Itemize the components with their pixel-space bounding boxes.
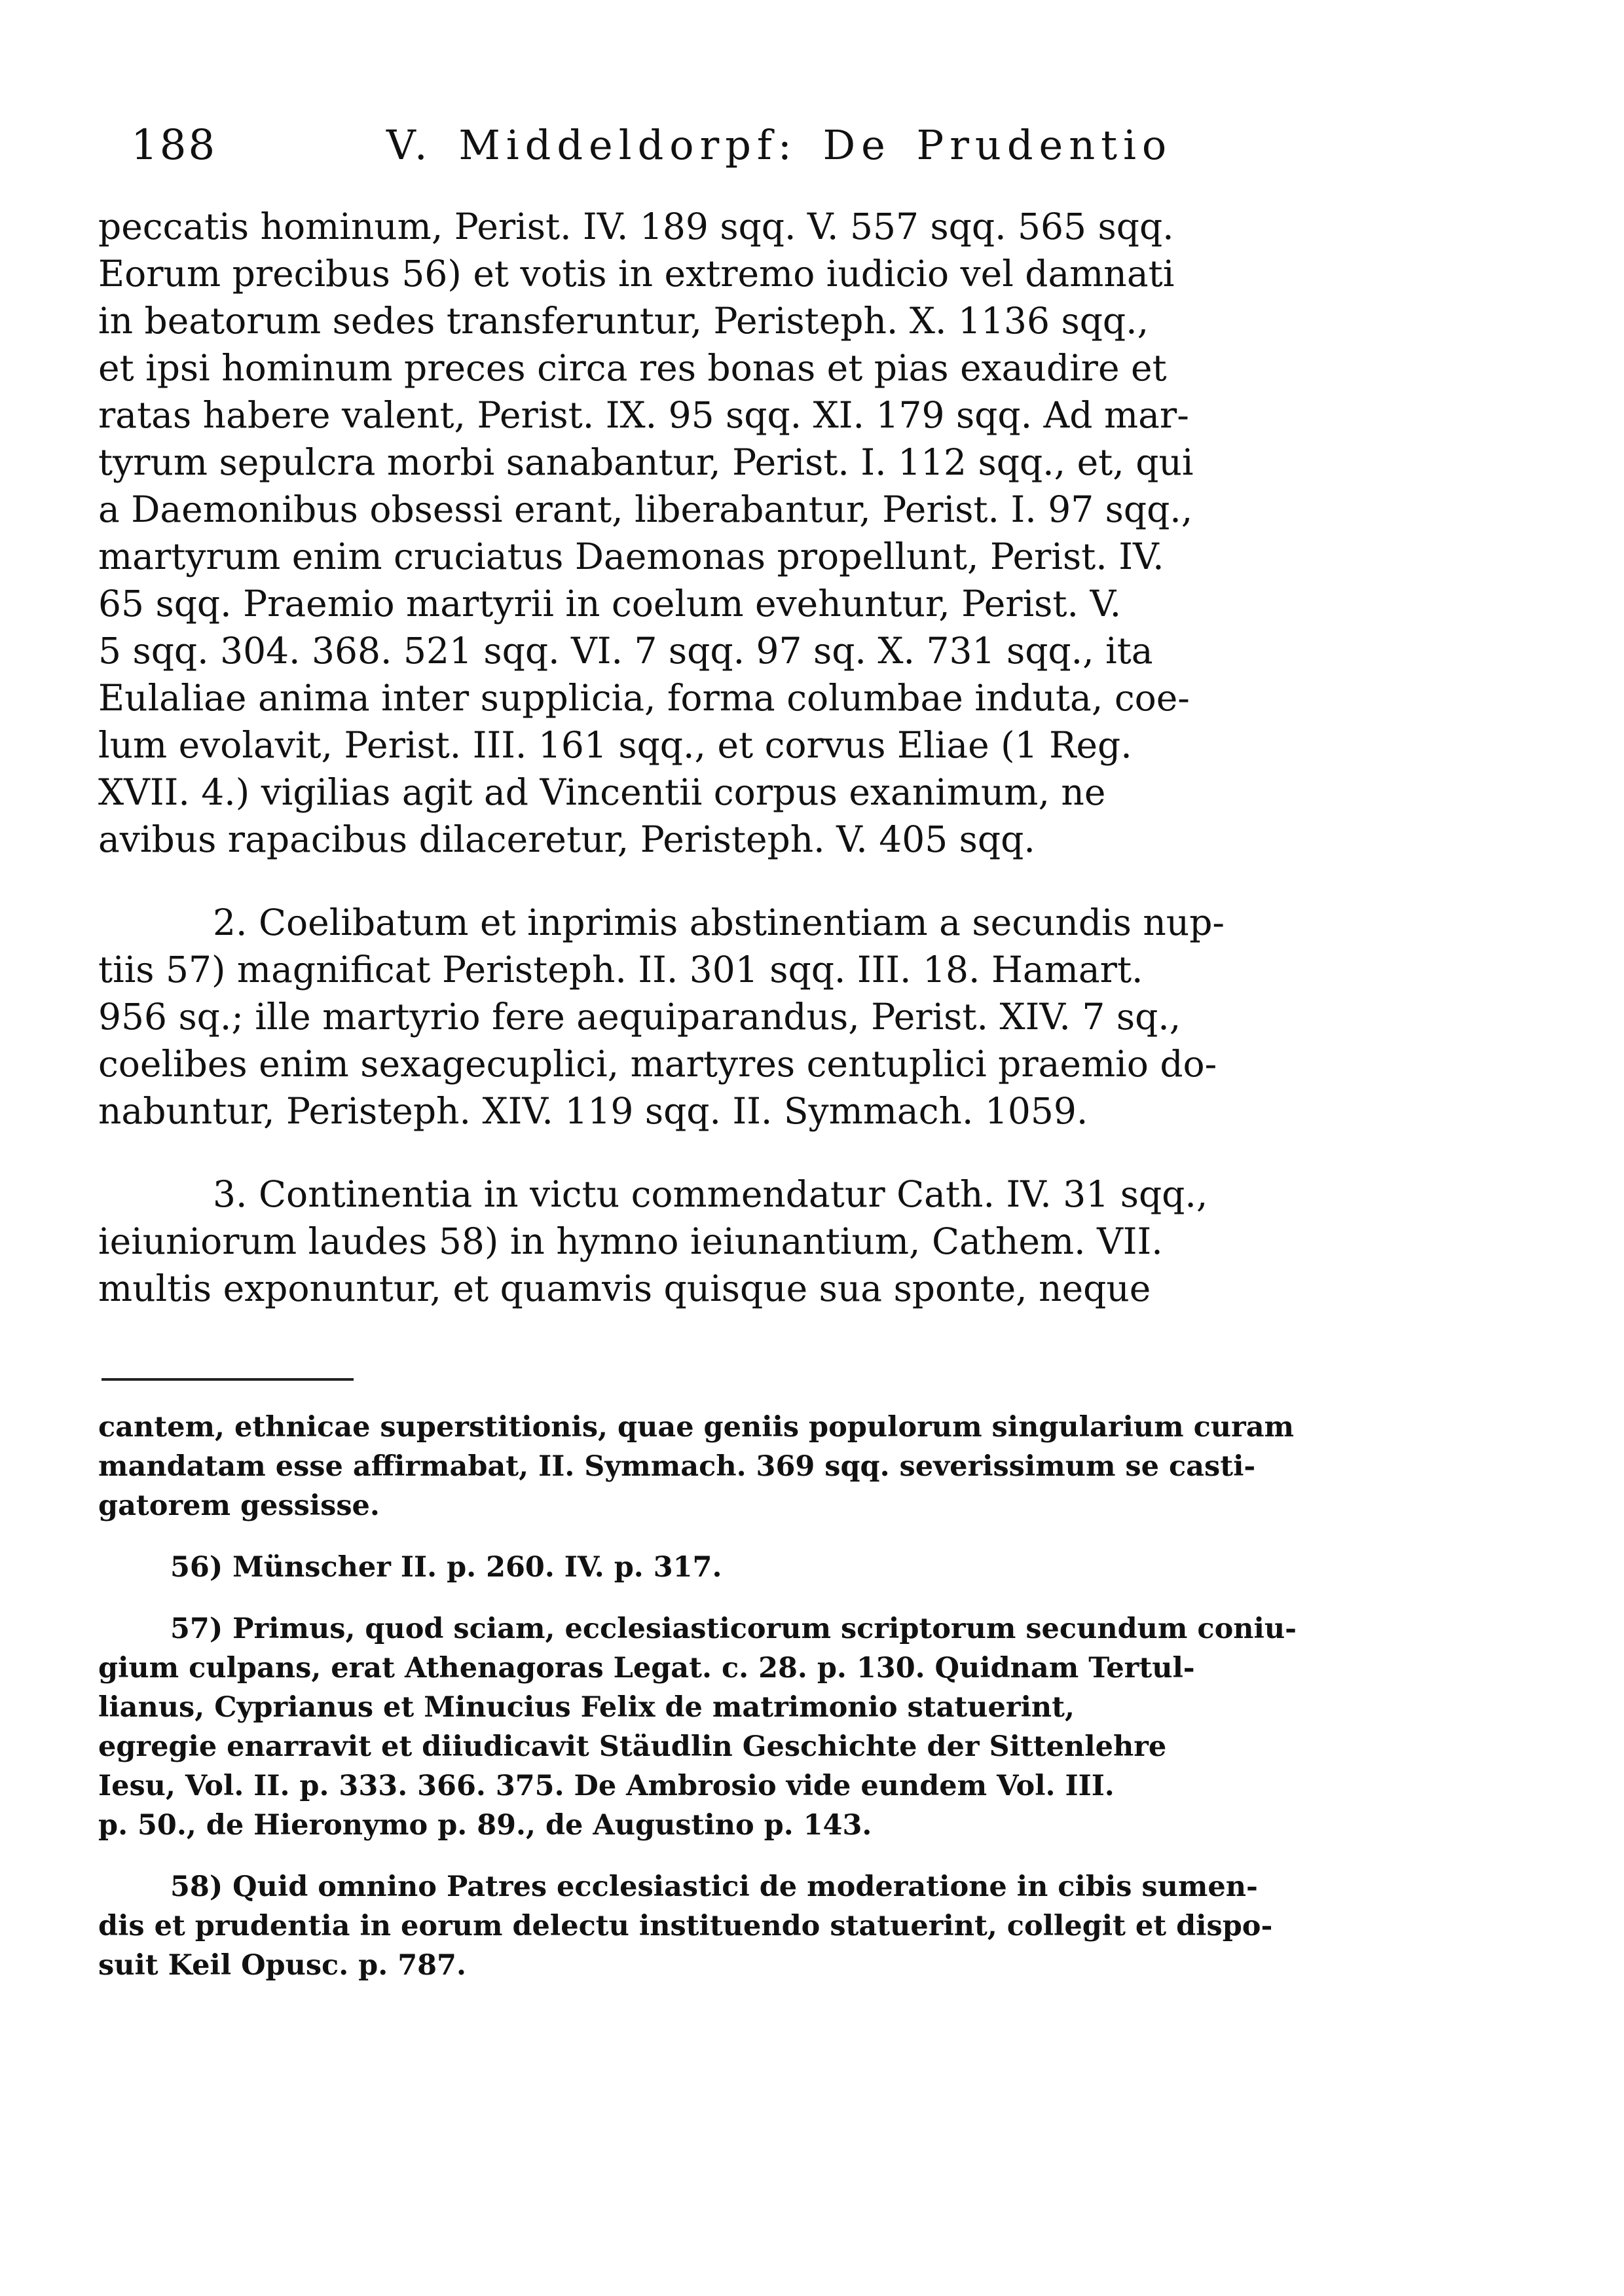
paragraph-gap (98, 1135, 1506, 1171)
text-line: tiis 57) magnificat Peristeph. II. 301 sqq. III. 18. Hamart. (98, 949, 1143, 991)
text-line: avibus rapacibus dilaceretur, Peristeph. V. 405 sqq. (98, 818, 1035, 860)
text-line: 5 sqq. 304. 368. 521 sqq. VI. 7 sqq. 97 sq. X. 731 sqq., ita (98, 630, 1153, 672)
footnote-line: 56) Münscher II. p. 260. IV. p. 317. (170, 1551, 722, 1584)
text-line: peccatis hominum, Perist. IV. 189 sqq. V. 557 sqq. 565 sqq. (98, 206, 1174, 247)
footnote-line: mandatam esse affirmabat, II. Symmach. 369 sqq. severissimum se casti- (98, 1450, 1256, 1483)
footnote-line: dis et prudentia in eorum delectu instituendo statuerint, collegit et dispo- (98, 1910, 1273, 1942)
text-line: ieiuniorum laudes 58) in hymno ieiunantium, Cathem. VII. (98, 1220, 1163, 1262)
page-number: 188 (131, 121, 217, 170)
text-line: 956 sq.; ille martyrio fere aequiparandus, Perist. XIV. 7 sq., (98, 996, 1181, 1038)
text-line: Eorum precibus 56) et votis in extremo iudicio vel damnati (98, 253, 1175, 295)
footnote-line: 58) Quid omnino Patres ecclesiastici de moderatione in cibis sumen- (170, 1870, 1258, 1903)
running-title: V. Middeldorpf: De Prudentio (386, 121, 1173, 169)
footnote-56 (98, 1548, 1506, 1587)
text-line: 3. Continentia in victu commendatur Cath. IV. 31 sqq., (213, 1173, 1208, 1215)
footnote-line: lianus, Cyprianus et Minucius Felix de matrimonio statuerint, (98, 1691, 1075, 1724)
footnote-58 (98, 1867, 1506, 1985)
text-line: 65 sqq. Praemio martyrii in coelum evehuntur, Perist. V. (98, 583, 1122, 625)
text-line: nabuntur, Peristeph. XIV. 119 sqq. II. Symmach. 1059. (98, 1090, 1088, 1132)
footnote-line: p. 50., de Hieronymo p. 89., de Augustino p. 143. (98, 1809, 872, 1842)
text-line: multis exponuntur, et quamvis quisque sua sponte, neque (98, 1267, 1151, 1309)
footnote-line: gatorem gessisse. (98, 1489, 380, 1522)
footnote-line: gium culpans, erat Athenagoras Legat. c. 28. p. 130. Quidnam Tertul- (98, 1652, 1195, 1685)
text-line: et ipsi hominum preces circa res bonas et pias exaudire et (98, 347, 1167, 389)
text-line: martyrum enim cruciatus Daemonas propellunt, Perist. IV. (98, 536, 1164, 577)
footnote-line: 57) Primus, quod sciam, ecclesiasticorum scriptorum secundum coniu- (170, 1613, 1297, 1645)
text-line: lum evolavit, Perist. III. 161 sqq., et corvus Eliae (1 Reg. (98, 724, 1132, 766)
text-line: XVII. 4.) vigilias agit ad Vincentii corpus exanimum, ne (98, 771, 1106, 813)
paragraph-gap (98, 863, 1506, 899)
footnote-line: Iesu, Vol. II. p. 333. 366. 375. De Ambrosio vide eundem Vol. III. (98, 1770, 1115, 1802)
footnote-line: egregie enarravit et diiudicavit Stäudlin Geschichte der Sittenlehre (98, 1730, 1167, 1763)
text-line: a Daemonibus obsessi erant, liberabantur, Perist. I. 97 sqq., (98, 488, 1193, 530)
text-line: coelibes enim sexagecuplici, martyres centuplici praemio do- (98, 1043, 1217, 1085)
footnote-continuation (98, 1408, 1506, 1525)
text-line: Eulaliae anima inter supplicia, forma columbae induta, coe- (98, 677, 1190, 719)
footnote-line: suit Keil Opusc. p. 787. (98, 1949, 466, 1982)
text-line: in beatorum sedes transferuntur, Peristeph. X. 1136 sqq., (98, 300, 1149, 342)
footnote-line: cantem, ethnicae superstitionis, quae geniis populorum singularium curam (98, 1411, 1295, 1444)
text-line: ratas habere valent, Perist. IX. 95 sqq. XI. 179 sqq. Ad mar- (98, 394, 1189, 436)
footnote-rule (101, 1378, 354, 1381)
main-text (98, 203, 1506, 1312)
page-header (131, 121, 1283, 180)
text-line: 2. Coelibatum et inprimis abstinentiam a secundis nup- (213, 902, 1225, 943)
footnotes (98, 1408, 1506, 2007)
footnote-57 (98, 1609, 1506, 1845)
text-line: tyrum sepulcra morbi sanabantur, Perist. I. 112 sqq., et, qui (98, 441, 1194, 483)
